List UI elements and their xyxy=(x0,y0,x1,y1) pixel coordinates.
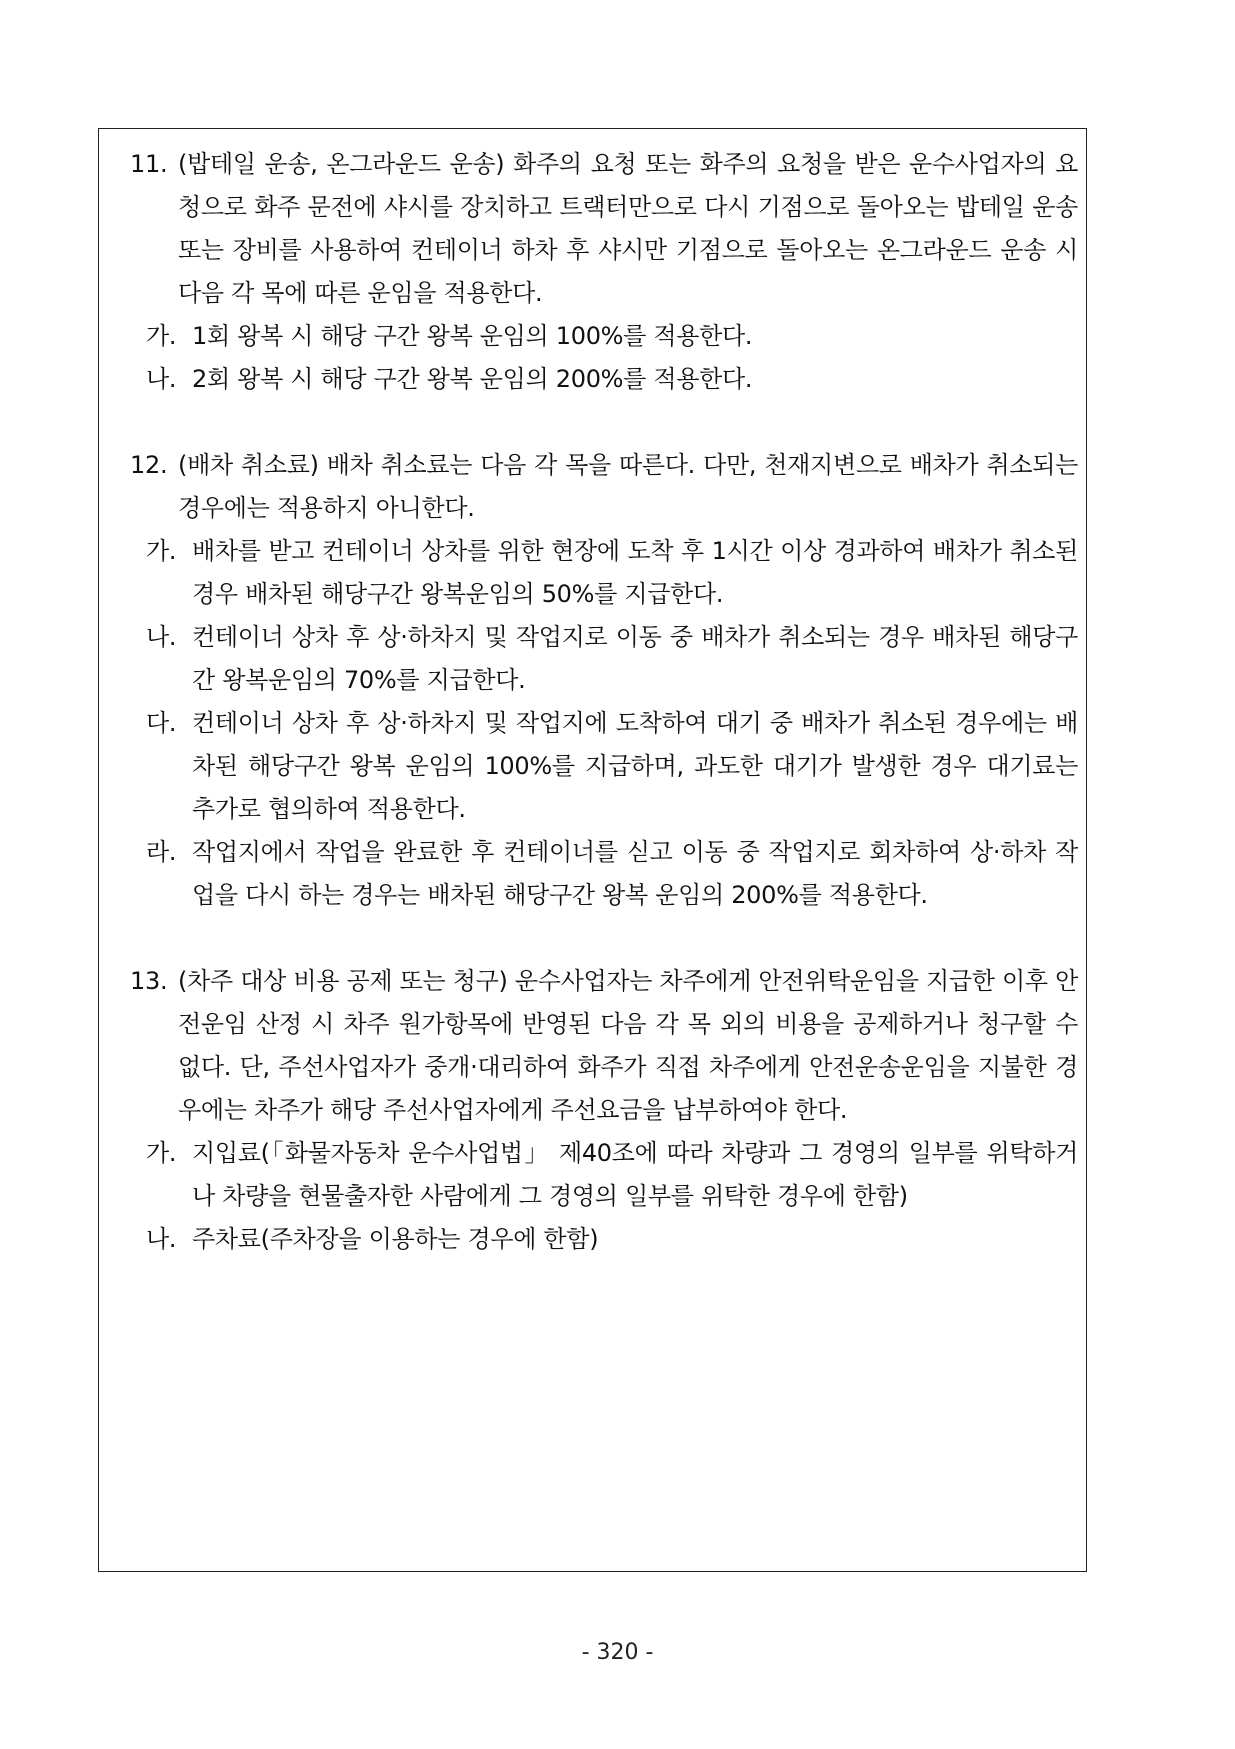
item-text: 2회 왕복 시 해당 구간 왕복 운임의 200%를 적용한다. xyxy=(192,365,753,393)
document-body xyxy=(130,143,1078,1261)
section-11-item-ga xyxy=(130,315,1078,358)
item-mark: 나. xyxy=(146,365,177,393)
item-text: 지입료(「화물자동차 운수사업법」 제40조에 따라 차량과 그 경영의 일부를 위탁하거나 차량을 현물출자한 사람에게 그 경영의 일부를 위탁한 경우에 한함) xyxy=(192,1139,1078,1210)
item-text: 작업지에서 작업을 완료한 후 컨테이너를 싣고 이동 중 작업지로 회차하여 상·하차 작업을 다시 하는 경우는 배차된 해당구간 왕복 운임의 200%를 적용한다. xyxy=(192,838,1078,909)
section-13-item-na xyxy=(130,1218,1078,1261)
section-12-item-ga xyxy=(130,530,1078,616)
item-mark: 라. xyxy=(146,838,177,866)
section-12 xyxy=(130,444,1078,530)
item-text: 주차료(주차장을 이용하는 경우에 한함) xyxy=(192,1225,599,1253)
page-number: - 320 - xyxy=(581,1640,654,1665)
spacer xyxy=(130,917,1078,960)
section-12-item-na xyxy=(130,616,1078,702)
item-text: 컨테이너 상차 후 상·하차지 및 작업지에 도착하여 대기 중 배차가 취소된 경우에는 배차된 해당구간 왕복 운임의 100%를 지급하며, 과도한 대기가 발생한 경우 대기료는 추가로 협의하여 적용한다. xyxy=(192,709,1078,823)
section-13 xyxy=(130,960,1078,1132)
section-12-item-ra xyxy=(130,831,1078,917)
section-number: 12. xyxy=(130,451,168,479)
item-mark: 가. xyxy=(146,322,177,350)
item-mark: 나. xyxy=(146,1225,177,1253)
section-text: (배차 취소료) 배차 취소료는 다음 각 목을 따른다. 다만, 천재지변으로 배차가 취소되는 경우에는 적용하지 아니한다. xyxy=(178,451,1078,522)
section-11-item-na xyxy=(130,358,1078,401)
section-number: 11. xyxy=(130,150,168,178)
item-text: 컨테이너 상차 후 상·하차지 및 작업지로 이동 중 배차가 취소되는 경우 배차된 해당구간 왕복운임의 70%를 지급한다. xyxy=(192,623,1078,694)
section-11 xyxy=(130,143,1078,315)
section-13-item-ga xyxy=(130,1132,1078,1218)
item-mark: 가. xyxy=(146,537,177,565)
section-number: 13. xyxy=(130,967,168,995)
item-mark: 다. xyxy=(146,709,177,737)
spacer xyxy=(130,401,1078,444)
item-mark: 나. xyxy=(146,623,177,651)
section-text: (차주 대상 비용 공제 또는 청구) 운수사업자는 차주에게 안전위탁운임을 지급한 이후 안전운임 산정 시 차주 원가항목에 반영된 다음 각 목 외의 비용을 공제하거나 청구할 수 없다. 단, 주선사업자가 중개·대리하여 화주가 직접 차주에게 안전운송운임을 지불한 경우에는 차주가 해당 주선사업자에게 주선요금을 납부하여야 한다. xyxy=(178,967,1078,1124)
section-text: (밥테일 운송, 온그라운드 운송) 화주의 요청 또는 화주의 요청을 받은 운수사업자의 요청으로 화주 문전에 샤시를 장치하고 트랙터만으로 다시 기점으로 돌아오는 밥테일 운송 또는 장비를 사용하여 컨테이너 하차 후 샤시만 기점으로 돌아오는 온그라운드 운송 시 다음 각 목에 따른 운임을 적용한다. xyxy=(178,150,1078,307)
item-text: 1회 왕복 시 해당 구간 왕복 운임의 100%를 적용한다. xyxy=(192,322,753,350)
item-mark: 가. xyxy=(146,1139,177,1167)
section-12-item-da xyxy=(130,702,1078,831)
item-text: 배차를 받고 컨테이너 상차를 위한 현장에 도착 후 1시간 이상 경과하여 배차가 취소된 경우 배차된 해당구간 왕복운임의 50%를 지급한다. xyxy=(192,537,1078,608)
